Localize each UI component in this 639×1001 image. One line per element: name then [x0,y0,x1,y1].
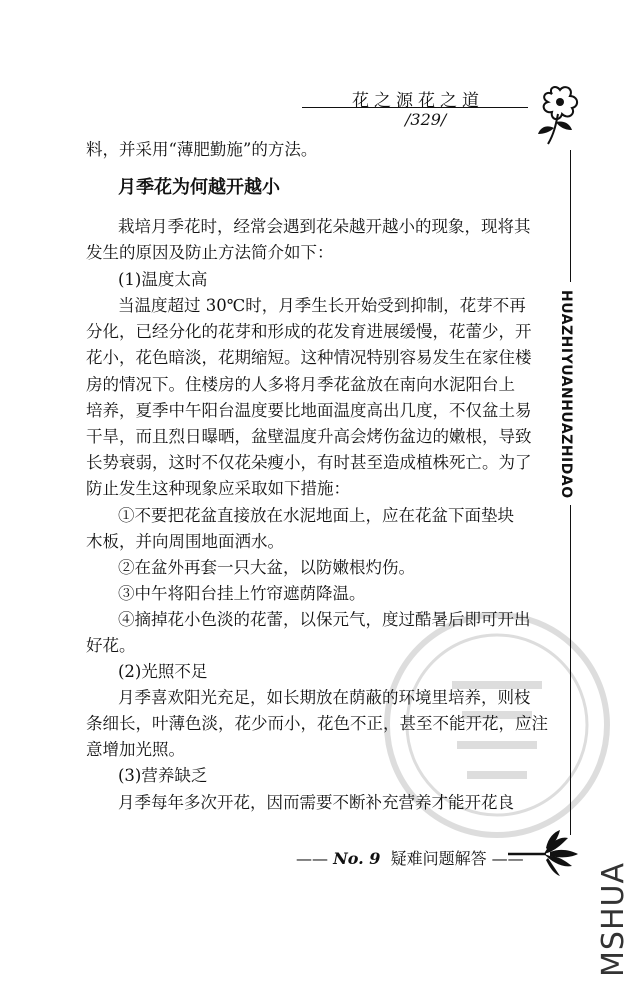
text-line: 月季喜欢阳光充足，如长期放在荫蔽的环境里培养，则枝 [118,688,531,707]
text-line: ③中午将阳台挂上竹帘遮荫降温。 [118,584,366,603]
text-line: 发生的原因及防止方法简介如下： [86,243,334,262]
text-line: 条细长，叶薄色淡，花少而小，花色不正，甚至不能开花，应注 [86,714,548,733]
text-line: ②在盆外再套一只大盆，以防嫩根灼伤。 [118,558,415,577]
text-line: (3)营养缺乏 [118,766,208,785]
header-rule [302,107,528,108]
text-line: 分化，已经分化的花芽和形成的花发育进展缓慢，花蕾少，开 [86,322,532,341]
text-line: 好花。 [86,636,136,655]
footer-section: 疑难问题解答 [390,849,487,868]
text-line: 栽培月季花时，经常会遇到花朵越开越小的现象，现将其 [118,217,531,236]
text-line: ④摘掉花小色淡的花蕾，以保元气，度过酷暑后即可开出 [118,610,531,629]
text-line: 月季每年多次开花，因而需要不断补充营养才能开花良 [118,793,514,812]
flower-ornament-icon [530,84,586,146]
corner-watermark: MSHUA [596,862,631,977]
leaf-ornament-icon [506,828,582,878]
page-number: /329/ [405,110,447,129]
text-line: 防止发生这种现象应采取如下措施： [86,479,350,498]
text-line: 干旱，而且烈日曝晒，盆壁温度升高会烤伤盆边的嫩根，导致 [86,427,532,446]
library-stamp [372,595,622,855]
footer [296,846,524,869]
side-running-title: HUAZHIYUANHUAZHIDAO [558,290,574,499]
text-line: 长势衰弱，这时不仅花朵瘦小，有时甚至造成植株死亡。为了 [86,453,532,472]
text-line: 木板，并向周围地面洒水。 [86,532,284,551]
footer-dash: —— [296,849,334,868]
text-line: (1)温度太高 [118,270,208,289]
text-line: 当温度超过 30℃时，月季生长开始受到抑制，花芽不再 [118,296,526,315]
text-line: 房的情况下。住楼房的人多将月季花盆放在南向水泥阳台上 [86,375,515,394]
text-line: ①不要把花盆直接放在水泥地面上，应在花盆下面垫块 [118,506,514,525]
section-heading: 月季花为何越开越小 [118,177,280,198]
text-line: (2)光照不足 [118,662,208,681]
footer-dash: —— [486,849,524,868]
text-line: 培养，夏季中午阳台温度要比地面温度高出几度，不仅盆土易 [86,401,532,420]
text-line: 料，并采用“薄肥勤施”的方法。 [86,140,318,159]
text-line: 意增加光照。 [86,740,185,759]
text-line: 花小，花色暗淡，花期缩短。这种情况特别容易发生在家住楼 [86,348,532,367]
running-header-title: 花之源花之道 [352,91,484,111]
issue-number: No. 9 [333,849,381,868]
side-rule-top [570,150,571,282]
